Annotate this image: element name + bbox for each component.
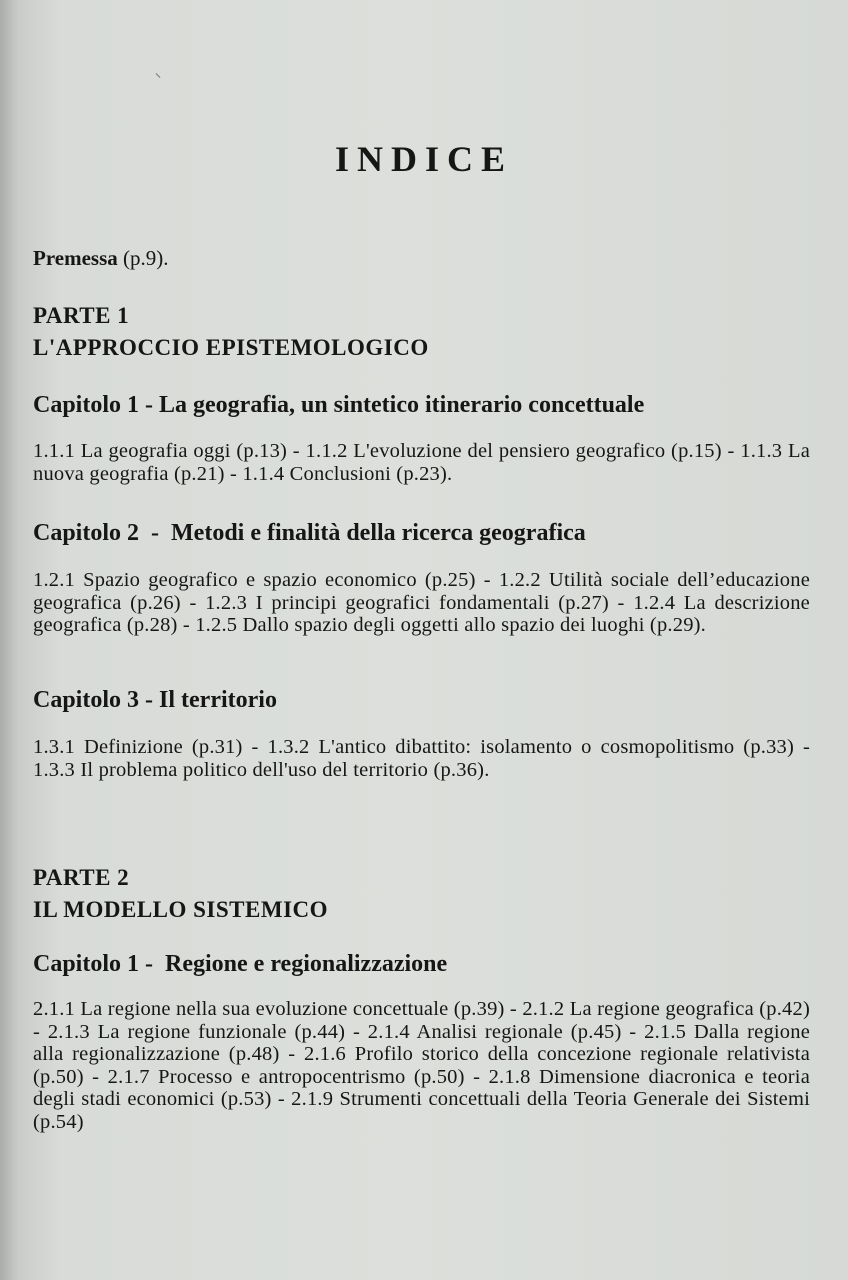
part-1-number: PARTE 1 bbox=[33, 303, 130, 328]
chapter-label: Capitolo 1 bbox=[33, 951, 140, 977]
part-2-number: PARTE 2 bbox=[33, 865, 130, 890]
chapter-separator: - bbox=[139, 520, 172, 546]
chapter-2-1-heading bbox=[33, 951, 810, 978]
chapter-1-3-contents: 1.3.1 Definizione (p.31) - 1.3.2 L'antico dibattito: isolamento o cosmopolitismo (p.33) - 1.3.3 Il problema politico dell'uso del territorio (p.36). bbox=[33, 736, 810, 781]
chapter-1-3-heading bbox=[33, 687, 810, 714]
chapter-1-2-contents: 1.2.1 Spazio geografico e spazio economico (p.25) - 1.2.2 Utilità sociale dell’educazione geografica (p.26) - 1.2.3 I principi geografici fondamentali (p.27) - 1.2.4 La descrizione geografica (p.28) - 1.2.5 Dallo spazio degli oggetti allo spazio dei luoghi (p.29). bbox=[33, 569, 810, 637]
chapter-label: Capitolo 1 bbox=[33, 392, 140, 418]
premessa-page: (p.9). bbox=[123, 246, 169, 270]
chapter-separator: - bbox=[139, 951, 166, 977]
premessa-label: Premessa bbox=[33, 246, 118, 270]
chapter-2-1-contents: 2.1.1 La regione nella sua evoluzione concettuale (p.39) - 2.1.2 La regione geografica (p.42) - 2.1.3 La regione funzionale (p.44) - 2.1.4 Analisi regionale (p.45) - 2.1.5 Dalla regione alla regionalizzazione (p.48) - 2.1.6 Profilo storico della concezione regionale relativista (p.50) - 2.1.7 Processo e antropocentrismo (p.50) - 2.1.8 Dimensione diacronica e teoria degli stadi economici (p.53) - 2.1.9 Strumenti concettuali della Teoria Generale dei Sistemi (p.54) bbox=[33, 998, 810, 1133]
chapter-1-2-heading bbox=[33, 520, 810, 547]
part-1-title: L'APPROCCIO EPISTEMOLOGICO bbox=[33, 335, 429, 360]
page-speck bbox=[156, 73, 161, 78]
chapter-title: Il territorio bbox=[159, 687, 277, 713]
chapter-separator: - bbox=[139, 687, 160, 713]
part-2-title: IL MODELLO SISTEMICO bbox=[33, 897, 329, 922]
premessa-entry bbox=[33, 246, 810, 271]
part-2-heading bbox=[33, 862, 810, 926]
chapter-title: Regione e regionalizzazione bbox=[165, 951, 448, 977]
part-1-heading bbox=[33, 300, 810, 364]
chapter-label: Capitolo 2 bbox=[33, 520, 140, 546]
chapter-1-1-contents: 1.1.1 La geografia oggi (p.13) - 1.1.2 L'evoluzione del pensiero geografico (p.15) - 1.1.3 La nuova geografia (p.21) - 1.1.4 Conclusioni (p.23). bbox=[33, 440, 810, 485]
chapter-title: La geografia, un sintetico itinerario concettuale bbox=[159, 392, 645, 418]
chapter-separator: - bbox=[139, 392, 160, 418]
chapter-label: Capitolo 3 bbox=[33, 687, 140, 713]
chapter-1-1-heading bbox=[33, 392, 810, 419]
page-title: INDICE bbox=[334, 139, 514, 179]
chapter-title: Metodi e finalità della ricerca geografica bbox=[171, 520, 586, 546]
